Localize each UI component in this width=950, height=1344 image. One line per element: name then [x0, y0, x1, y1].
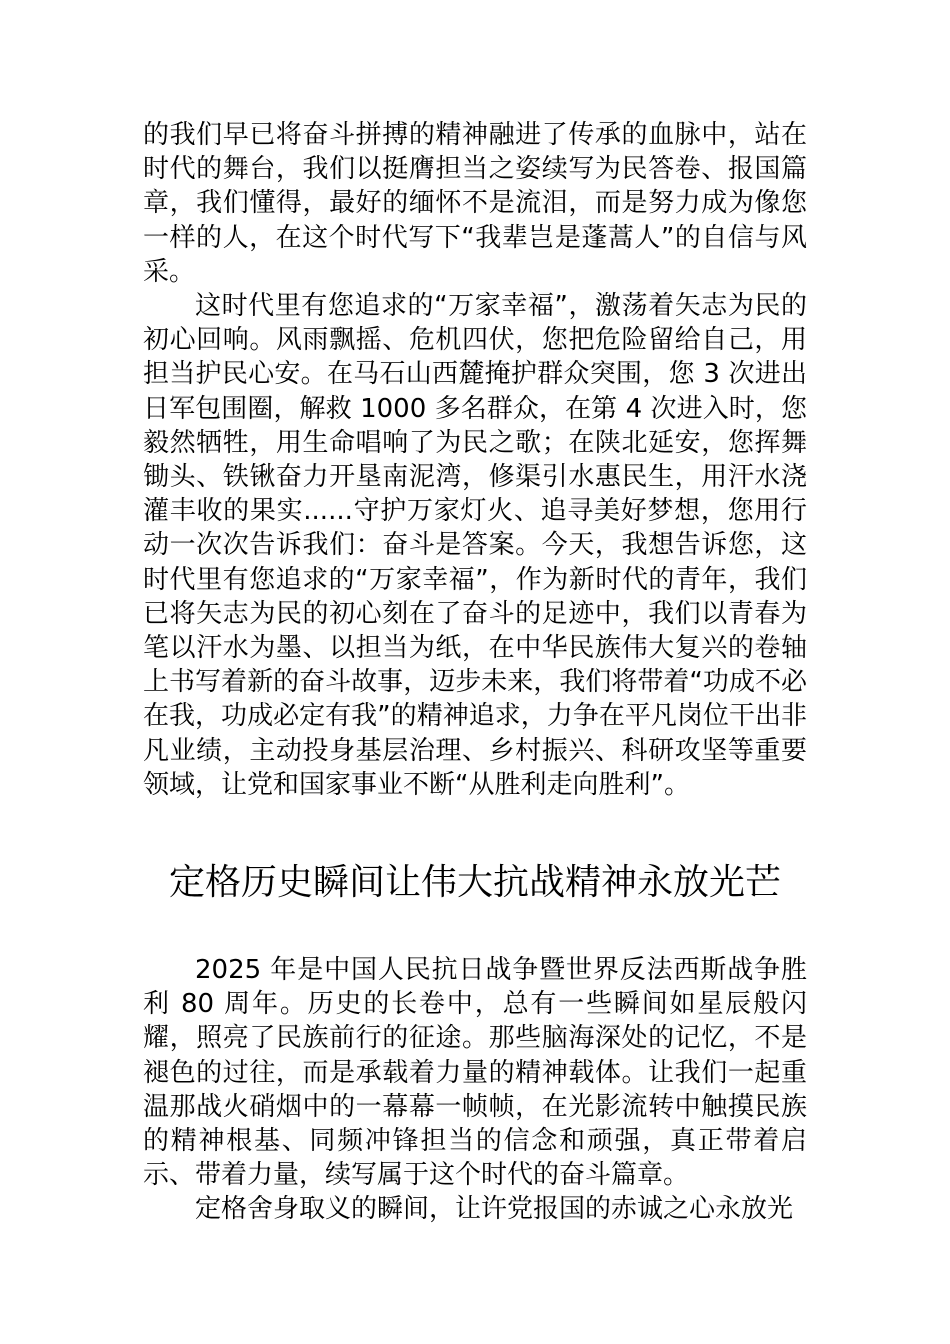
paragraph-wanjia-xingfu: 这时代里有您追求的“万家幸福”，激荡着矢志为民的初心回响。风雨飘摇、危机四伏，您把危险留给自己，用担当护民心安。在马石山西麓掩护群众突围，您 3 次进出日军包围圈，解救 1000 多名群众，在第 4 次进入时，您毅然牺牲，用生命唱响了为民之歌；在陕北延安，您挥舞锄头、铁锹奋力开垦南泥湾，修渠引水惠民生，用汗水浇灌丰收的果实......守护万家灯火、追寻美好梦想，您用行动一次次告诉我们：奋斗是答案。今天，我想告诉您，这时代里有您追求的“万家幸福”，作为新时代的青年，我们已将矢志为民的初心刻在了奋斗的足迹中，我们以青春为笔以汗水为墨、以担当为纸，在中华民族伟大复兴的卷轴上书写着新的奋斗故事，迈步未来，我们将带着“功成不必在我，功成必定有我”的精神追求，力争在平凡岗位干出非凡业绩，主动投身基层治理、乡村振兴、科研攻坚等重要领域，让党和国家事业不断“从胜利走向胜利”。 [143, 291, 807, 800]
paragraph-anniversary: 2025 年是中国人民抗日战争暨世界反法西斯战争胜利 80 周年。历史的长卷中，总有一些瞬间如星辰般闪耀，照亮了民族前行的征途。那些脑海深处的记忆，不是褪色的过往，而是承载着力量的精神载体。让我们一起重温那战火硝烟中的一幕幕一帧帧，在光影流转中触摸民族的精神根基、同频冲锋担当的信念和顽强，真正带着启示、带着力量，续写属于这个时代的奋斗篇章。 [143, 955, 807, 1191]
paragraph-continuation: 的我们早已将奋斗拼搏的精神融进了传承的血脉中，站在时代的舞台，我们以挺膺担当之姿续写为民答卷、报国篇章，我们懂得，最好的缅怀不是流泪，而是努力成为像您一样的人，在这个时代写下“我辈岂是蓬蒿人”的自信与风采。 [143, 120, 807, 287]
section-title: 定格历史瞬间让伟大抗战精神永放光芒 [168, 862, 781, 903]
body-text-bottom [143, 953, 807, 1227]
body-text-top [143, 118, 807, 802]
paragraph-sheshen-quyi: 定格舍身取义的瞬间，让许党报国的赤诚之心永放光 [195, 1194, 794, 1225]
